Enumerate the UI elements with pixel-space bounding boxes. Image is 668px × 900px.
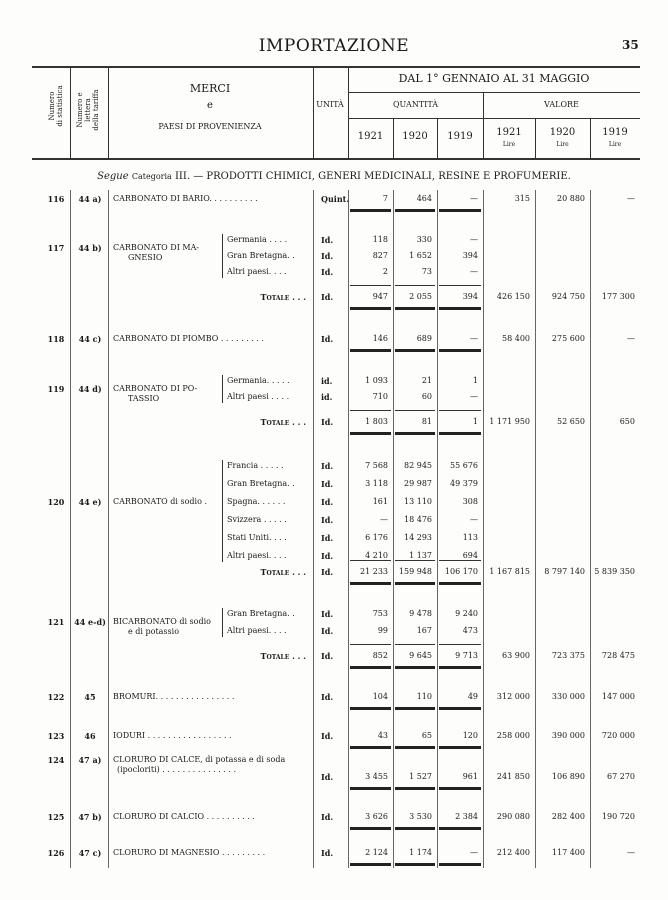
- country-label: Stati Uniti. . . .: [227, 533, 287, 542]
- quantity-1919: 49: [467, 692, 478, 701]
- item-end-rule: [395, 307, 435, 310]
- divider: [348, 92, 640, 93]
- quantity-1919: —: [470, 334, 478, 343]
- quantity-1919: 49 379: [450, 479, 478, 488]
- stat-number: 123: [47, 731, 65, 741]
- quantity-1920: 9 645: [409, 651, 432, 660]
- unit: Id.: [321, 848, 334, 858]
- category-label: Categoria: [131, 172, 172, 181]
- quantity-1921: 43: [377, 731, 388, 740]
- country-label: Francia . . . . .: [227, 461, 284, 470]
- quantity-1919: —: [470, 848, 478, 857]
- item-end-rule: [439, 707, 481, 710]
- column-divider: [535, 118, 536, 158]
- year-header: 1921: [496, 127, 522, 138]
- unit: Id.: [321, 772, 334, 782]
- unit: Id.: [321, 251, 334, 261]
- quantity-1921: 4 210: [365, 551, 388, 560]
- item-end-rule: [350, 582, 391, 585]
- item-name: CARBONATO DI MA-: [113, 243, 200, 252]
- quantity-1920: 330: [416, 235, 432, 244]
- unit: Id.: [321, 334, 334, 344]
- quantity-1920: 82 945: [404, 461, 432, 470]
- quantity-1921: 827: [372, 251, 388, 260]
- tariff-number: 47 c): [78, 848, 102, 858]
- quantity-1919: —: [470, 235, 478, 244]
- quantity-1921: 1 803: [365, 417, 388, 426]
- quantity-1920: 1 527: [409, 772, 432, 781]
- item-end-rule: [350, 666, 391, 669]
- year-header: 1921: [357, 131, 384, 142]
- quantity-1920: 2 055: [409, 292, 432, 301]
- tariff-number: 47 b): [78, 812, 102, 822]
- quantity-1921: 161: [372, 497, 388, 506]
- tariff-number: 44 c): [78, 334, 102, 344]
- quantity-1919: —: [470, 515, 478, 524]
- item-end-rule: [350, 432, 391, 435]
- country-label: Gran Bretagna. .: [227, 251, 295, 260]
- item-end-rule: [439, 787, 481, 790]
- stat-number: 122: [47, 692, 65, 702]
- tariff-number: 47 a): [78, 755, 102, 765]
- header-e: e: [207, 100, 213, 111]
- subtotal-rule: [350, 560, 391, 561]
- quantity-1919: 1: [472, 417, 478, 426]
- subtotal-rule: [350, 285, 391, 286]
- item-name: CARBONATO DI BARIO. . . . . . . . . .: [113, 194, 258, 203]
- quantity-1921: 3 626: [365, 812, 388, 821]
- tariff-number: 44 d): [78, 384, 102, 394]
- country-label: Germania. . . . .: [227, 376, 290, 385]
- item-end-rule: [350, 787, 391, 790]
- quantity-1920: 689: [416, 334, 432, 343]
- item-end-rule: [439, 827, 481, 830]
- item-name: TASSIO: [128, 394, 160, 403]
- quantity-1921: 6 176: [365, 533, 388, 542]
- item-end-rule: [439, 666, 481, 669]
- tariff-number: 44 e): [78, 497, 102, 507]
- quantity-1921: 947: [372, 292, 388, 301]
- unit: Id.: [321, 567, 334, 577]
- quantity-1920: 464: [416, 194, 432, 203]
- page-title: IMPORTAZIONE: [258, 36, 410, 56]
- unit: Id.: [321, 267, 334, 277]
- tariff-number: 44 a): [78, 194, 102, 204]
- value-1920: 282 400: [551, 812, 585, 821]
- item-name: CARBONATO DI PO-: [113, 384, 198, 393]
- quantity-1920: 9 478: [409, 609, 432, 618]
- quantity-1920: 167: [416, 626, 432, 635]
- quantity-1921: 753: [372, 609, 388, 618]
- item-name: IODURI . . . . . . . . . . . . . . . . .: [113, 731, 232, 740]
- country-label: Gran Bretagna. .: [227, 479, 295, 488]
- unit: Id.: [321, 551, 334, 561]
- unit: id.: [321, 392, 333, 402]
- value-1921: 426 150: [496, 292, 530, 301]
- brace: [222, 608, 226, 637]
- value-1920: 52 650: [557, 417, 585, 426]
- quantity-1919: 1: [472, 376, 478, 385]
- quantity-1920: 1 137: [409, 551, 432, 560]
- quantity-1920: 81: [421, 417, 432, 426]
- item-end-rule: [350, 307, 391, 310]
- item-end-rule: [350, 827, 391, 830]
- quantity-1920: 73: [421, 267, 432, 276]
- total-label: Totale . . .: [260, 417, 306, 427]
- quantity-1919: 113: [462, 533, 478, 542]
- item-name: CLORURO DI CALCIO . . . . . . . . . .: [113, 812, 255, 821]
- tariff-number: 44 b): [78, 243, 102, 253]
- column-divider: [393, 118, 394, 158]
- item-name: CLORURO DI MAGNESIO . . . . . . . . .: [113, 848, 266, 857]
- subtotal-rule: [395, 644, 435, 645]
- country-label: Spagna. . . . . .: [227, 497, 286, 506]
- stat-number: 124: [47, 755, 65, 765]
- header-valore: VALORE: [544, 100, 579, 109]
- quantity-1919: 961: [462, 772, 478, 781]
- subtotal-rule: [395, 285, 435, 286]
- item-end-rule: [395, 863, 435, 866]
- column-divider: [108, 68, 109, 158]
- quantity-1921: 3 118: [365, 479, 388, 488]
- unit: Id.: [321, 417, 334, 427]
- value-1919: 650: [619, 417, 635, 426]
- stat-number: 126: [47, 848, 65, 858]
- value-1919: 177 300: [601, 292, 635, 301]
- item-end-rule: [395, 746, 435, 749]
- stat-number: 121: [47, 617, 65, 627]
- quantity-1921: 146: [372, 334, 388, 343]
- quantity-1921: 852: [372, 651, 388, 660]
- subtotal-rule: [439, 285, 481, 286]
- value-1921: 212 400: [496, 848, 530, 857]
- column-divider: [70, 68, 71, 158]
- unit: Id.: [321, 731, 334, 741]
- quantity-1920: 159 948: [398, 567, 432, 576]
- value-1920: 330 000: [551, 692, 585, 701]
- brace: [222, 234, 226, 278]
- quantity-1919: 55 676: [450, 461, 478, 470]
- item-end-rule: [439, 209, 481, 212]
- unit: id.: [321, 376, 333, 386]
- category-text: III. — PRODOTTI CHIMICI, GENERI MEDICINALI, RESINE E PROFUMERIE.: [174, 171, 571, 182]
- header-tariff-number: [76, 82, 100, 138]
- item-end-rule: [350, 349, 391, 352]
- country-label: Altri paesi. . . .: [227, 626, 287, 635]
- quantity-1919: 9 240: [455, 609, 478, 618]
- quantity-1919: —: [470, 194, 478, 203]
- stat-number: 116: [47, 194, 65, 204]
- item-end-rule: [439, 746, 481, 749]
- quantity-1919: 106 170: [444, 567, 478, 576]
- item-name: BROMURI. . . . . . . . . . . . . . . .: [113, 692, 235, 701]
- divider: [348, 118, 640, 119]
- item-name: CARBONATO di sodio .: [113, 497, 208, 506]
- quantity-1919: 694: [462, 551, 478, 560]
- column-divider: [437, 118, 438, 158]
- quantity-1920: 65: [421, 731, 432, 740]
- subtotal-rule: [439, 410, 481, 411]
- country-label: Svizzera . . . . .: [227, 515, 287, 524]
- value-1921: 290 080: [496, 812, 530, 821]
- quantity-1920: 29 987: [404, 479, 432, 488]
- stat-number: 125: [47, 812, 65, 822]
- unit: Id.: [321, 692, 334, 702]
- value-1919: —: [627, 334, 635, 343]
- value-1919: 5 839 350: [594, 567, 635, 576]
- subtotal-rule: [439, 560, 481, 561]
- item-end-rule: [350, 209, 391, 212]
- value-1921: 1 171 950: [489, 417, 530, 426]
- value-1919: 190 720: [601, 812, 635, 821]
- subtotal-rule: [395, 560, 435, 561]
- quantity-1919: 9 713: [455, 651, 478, 660]
- value-1919: 728 475: [601, 651, 635, 660]
- header-period: DAL 1° GENNAIO AL 31 MAGGIO: [398, 72, 590, 85]
- header-paesi: PAESI DI PROVENIENZA: [158, 122, 262, 131]
- category-heading: [0, 171, 668, 182]
- quantity-1921: 710: [372, 392, 388, 401]
- unit: Id.: [321, 651, 334, 661]
- country-label: Germania . . . .: [227, 235, 288, 244]
- item-end-rule: [395, 787, 435, 790]
- unit: Id.: [321, 292, 334, 302]
- value-1920: 924 750: [551, 292, 585, 301]
- item-name: e di potassio: [128, 627, 180, 636]
- value-1921: 258 000: [496, 731, 530, 740]
- subtotal-rule: [439, 644, 481, 645]
- header-top-rule: [32, 66, 640, 68]
- item-end-rule: [395, 209, 435, 212]
- country-label: Gran Bretagna. .: [227, 609, 295, 618]
- header-unita: UNITÀ: [316, 100, 344, 109]
- header-text: della tariffa: [92, 89, 100, 131]
- year-header: 1919: [602, 127, 628, 138]
- value-1920: 390 000: [551, 731, 585, 740]
- column-divider: [590, 118, 591, 158]
- quantity-1921: 118: [372, 235, 388, 244]
- header-text: Numero: [48, 91, 56, 121]
- value-1921: 58 400: [502, 334, 530, 343]
- quantity-1921: 7 568: [365, 461, 388, 470]
- item-name: CLORURO DI CALCE, di potassa e di soda: [113, 755, 286, 764]
- quantity-1920: 13 110: [404, 497, 432, 506]
- tariff-number: 44 e-d): [74, 617, 106, 627]
- subtotal-rule: [395, 410, 435, 411]
- quantity-1921: —: [380, 515, 388, 524]
- quantity-1920: 21: [421, 376, 432, 385]
- total-label: Totale . . .: [260, 651, 306, 661]
- item-end-rule: [395, 666, 435, 669]
- item-name: (ipocloriti) . . . . . . . . . . . . . . .: [117, 765, 237, 774]
- value-1921: 312 000: [496, 692, 530, 701]
- item-end-rule: [439, 349, 481, 352]
- quantity-1921: 2: [382, 267, 388, 276]
- column-divider: [348, 68, 349, 158]
- brace: [222, 375, 226, 403]
- quantity-1921: 3 455: [365, 772, 388, 781]
- value-1920: 20 880: [557, 194, 585, 203]
- stat-number: 119: [47, 384, 65, 394]
- value-1920: 8 797 140: [544, 567, 585, 576]
- value-1920: 723 375: [551, 651, 585, 660]
- quantity-1920: 14 293: [404, 533, 432, 542]
- header-merci: MERCI: [189, 82, 231, 95]
- unit: Id.: [321, 515, 334, 525]
- quantity-1919: 394: [462, 292, 478, 301]
- quantity-1919: —: [470, 392, 478, 401]
- item-end-rule: [439, 432, 481, 435]
- quantity-1919: 473: [462, 626, 478, 635]
- quantity-1920: 1 174: [409, 848, 432, 857]
- item-end-rule: [395, 827, 435, 830]
- country-label: Altri paesi. . . .: [227, 551, 287, 560]
- value-1919: 147 000: [601, 692, 635, 701]
- quantity-1919: 308: [462, 497, 478, 506]
- value-1919: 720 000: [601, 731, 635, 740]
- country-label: Altri paesi . . . .: [227, 392, 290, 401]
- total-label: Totale . . .: [260, 292, 306, 302]
- quantity-1919: 394: [462, 251, 478, 260]
- quantity-1921: 21 233: [360, 567, 388, 576]
- header-stat-number: [48, 78, 64, 134]
- quantity-1920: 3 530: [409, 812, 432, 821]
- value-1919: —: [627, 194, 635, 203]
- page-number: 35: [622, 38, 639, 52]
- value-1919: 67 270: [607, 772, 635, 781]
- header-text: Numero e lettera: [76, 92, 92, 128]
- tariff-number: 46: [84, 731, 96, 741]
- quantity-1919: 120: [462, 731, 478, 740]
- quantity-1921: 7: [382, 194, 388, 203]
- value-1921: 315: [514, 194, 530, 203]
- item-name: BICARBONATO di sodio: [113, 617, 211, 626]
- stat-number: 117: [47, 243, 65, 253]
- column-divider: [70, 190, 71, 868]
- tariff-number: 45: [84, 692, 96, 702]
- unit: Id.: [321, 235, 334, 245]
- header-bottom-rule: [32, 158, 640, 160]
- item-end-rule: [395, 707, 435, 710]
- item-end-rule: [395, 349, 435, 352]
- unit: Id.: [321, 461, 334, 471]
- item-end-rule: [350, 746, 391, 749]
- header-quantita: QUANTITÀ: [392, 100, 438, 109]
- header-text: di statistica: [56, 85, 64, 127]
- category-prefix: Segue: [97, 171, 129, 182]
- quantity-1921: 2 124: [365, 848, 388, 857]
- value-1919: —: [627, 848, 635, 857]
- value-1920: 275 600: [551, 334, 585, 343]
- column-divider: [313, 68, 314, 158]
- unit: Id.: [321, 812, 334, 822]
- quantity-1921: 99: [377, 626, 388, 635]
- item-end-rule: [439, 307, 481, 310]
- value-1921: 1 167 815: [489, 567, 530, 576]
- year-header: 1920: [549, 127, 576, 138]
- lire-label: Lire: [608, 141, 622, 148]
- unit: Id.: [321, 533, 334, 543]
- brace: [222, 460, 226, 562]
- value-1920: 117 400: [551, 848, 585, 857]
- item-end-rule: [439, 863, 481, 866]
- unit: Quint.: [321, 194, 350, 204]
- quantity-1920: 18 476: [404, 515, 432, 524]
- value-1921: 241 850: [496, 772, 530, 781]
- column-divider: [108, 190, 109, 868]
- lire-label: Lire: [502, 141, 516, 148]
- quantity-1920: 110: [416, 692, 432, 701]
- item-end-rule: [350, 707, 391, 710]
- year-header: 1920: [402, 131, 428, 142]
- item-end-rule: [395, 432, 435, 435]
- country-label: Altri paesi. . . .: [227, 267, 287, 276]
- item-end-rule: [350, 863, 391, 866]
- quantity-1921: 104: [372, 692, 388, 701]
- quantity-1919: 2 384: [455, 812, 478, 821]
- item-name: CARBONATO DI PIOMBO . . . . . . . . .: [113, 334, 265, 343]
- stat-number: 120: [47, 497, 65, 507]
- item-name: GNESIO: [128, 253, 163, 262]
- unit: Id.: [321, 626, 334, 636]
- value-1920: 106 890: [551, 772, 585, 781]
- quantity-1920: 1 652: [409, 251, 432, 260]
- year-header: 1919: [447, 131, 473, 142]
- quantity-1919: —: [470, 267, 478, 276]
- unit: Id.: [321, 497, 334, 507]
- item-end-rule: [395, 582, 435, 585]
- lire-label: Lire: [556, 141, 569, 148]
- total-label: Totale . . .: [260, 567, 306, 577]
- item-end-rule: [439, 582, 481, 585]
- unit: Id.: [321, 609, 334, 619]
- column-divider: [313, 190, 314, 868]
- column-divider: [483, 92, 484, 158]
- quantity-1921: 1 093: [365, 376, 388, 385]
- subtotal-rule: [350, 410, 391, 411]
- subtotal-rule: [350, 644, 391, 645]
- stat-number: 118: [47, 334, 65, 344]
- unit: Id.: [321, 479, 334, 489]
- value-1921: 63 900: [502, 651, 530, 660]
- quantity-1920: 60: [421, 392, 432, 401]
